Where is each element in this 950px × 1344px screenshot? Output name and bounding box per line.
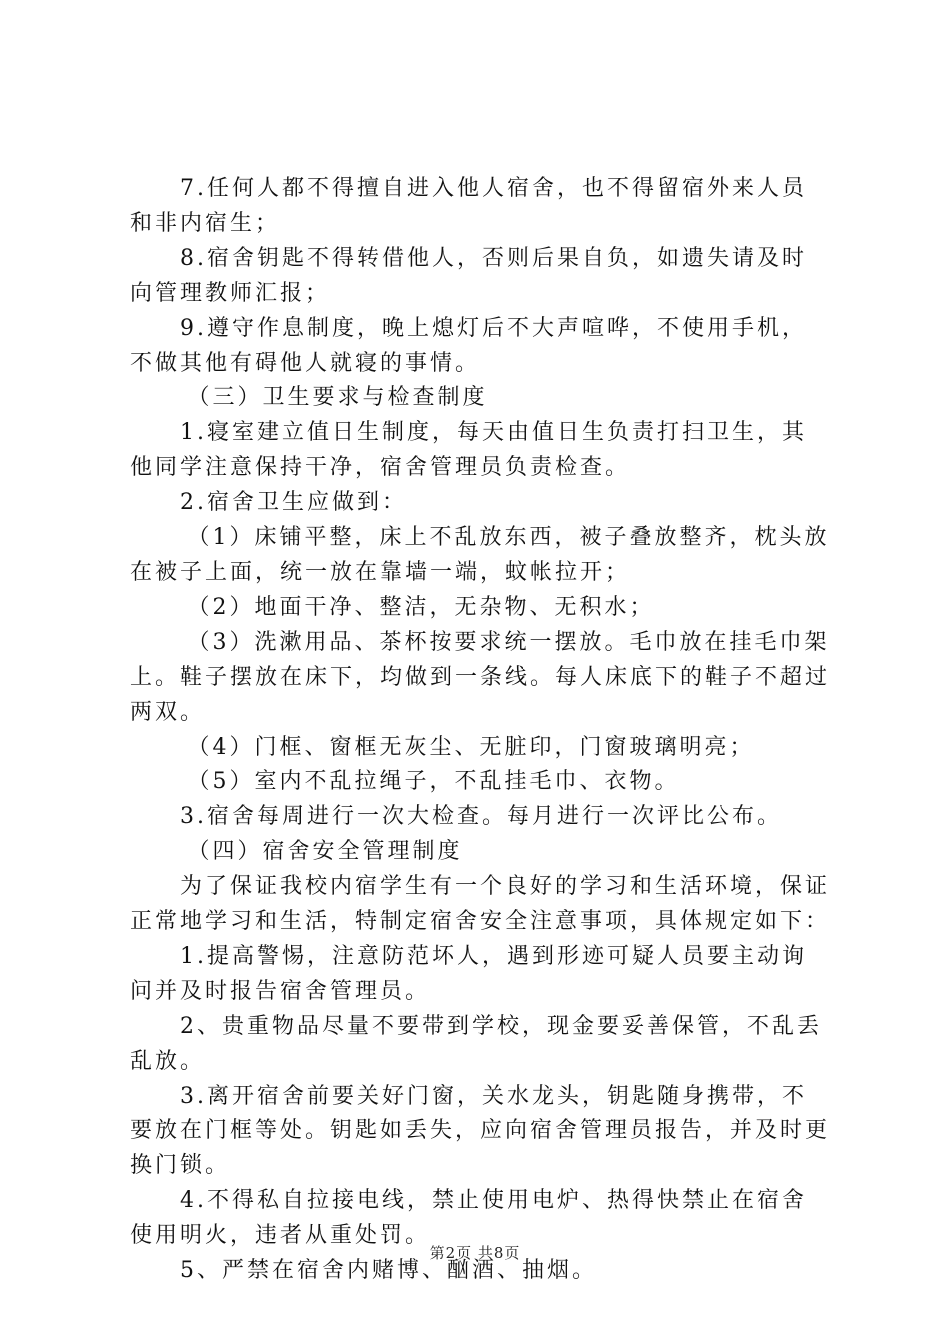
paragraph: （三）卫生要求与检查制度 bbox=[187, 385, 488, 411]
paragraph: 1.提高警惕，注意防范坏人，遇到形迹可疑人员要主动询问并及时报告宿舍管理员。 bbox=[130, 943, 807, 1004]
paragraph: 8.宿舍钥匙不得转借他人，否则后果自负，如遗失请及时向管理教师汇报； bbox=[130, 245, 807, 306]
paragraph: 1.寝室建立值日生制度，每天由值日生负责打扫卫生，其他同学注意保持干净，宿舍管理员负责检查。 bbox=[130, 420, 807, 481]
paragraph: 3.宿舍每周进行一次大检查。每月进行一次评比公布。 bbox=[180, 804, 782, 830]
paragraph: （四）宿舍安全管理制度 bbox=[187, 839, 463, 865]
paragraph: （4）门框、窗框无灰尘、无脏印，门窗玻璃明亮； bbox=[187, 734, 755, 760]
paragraph: 5、严禁在宿舍内赌博、酗酒、抽烟。 bbox=[180, 1258, 597, 1284]
document-body bbox=[130, 172, 830, 1289]
paragraph: （5）室内不乱拉绳子，不乱挂毛巾、衣物。 bbox=[187, 769, 680, 795]
paragraph: （3）洗漱用品、茶杯按要求统一摆放。毛巾放在挂毛巾架上。鞋子摆放在床下，均做到一条线。每人床底下的鞋子不超过两双。 bbox=[130, 629, 831, 725]
paragraph: （2）地面干净、整洁，无杂物、无积水； bbox=[187, 594, 655, 620]
paragraph: 4.不得私自拉接电线，禁止使用电炉、热得快禁止在宿舍使用明火，违者从重处罚。 bbox=[130, 1188, 807, 1249]
paragraph: 9.遵守作息制度，晚上熄灯后不大声喧哗，不使用手机，不做其他有碍他人就寝的事情。 bbox=[130, 315, 807, 376]
page-footer: 第2页 共8页 bbox=[429, 1244, 521, 1262]
paragraph: 2、贵重物品尽量不要带到学校，现金要妥善保管，不乱丢乱放。 bbox=[130, 1013, 822, 1074]
paragraph: 2.宿舍卫生应做到： bbox=[180, 490, 407, 516]
paragraph: 3.离开宿舍前要关好门窗，关水龙头，钥匙随身携带，不要放在门框等处。钥匙如丢失，应向宿舍管理员报告，并及时更换门锁。 bbox=[130, 1083, 831, 1179]
paragraph: 7.任何人都不得擅自进入他人宿舍，也不得留宿外来人员和非内宿生； bbox=[130, 176, 807, 236]
paragraph: 为了保证我校内宿学生有一个良好的学习和生活环境，保证正常地学习和生活，特制定宿舍安全注意事项，具体规定如下： bbox=[130, 874, 831, 935]
paragraph: （1）床铺平整，床上不乱放东西，被子叠放整齐，枕头放在被子上面，统一放在靠墙一端，蚊帐拉开； bbox=[130, 525, 830, 585]
